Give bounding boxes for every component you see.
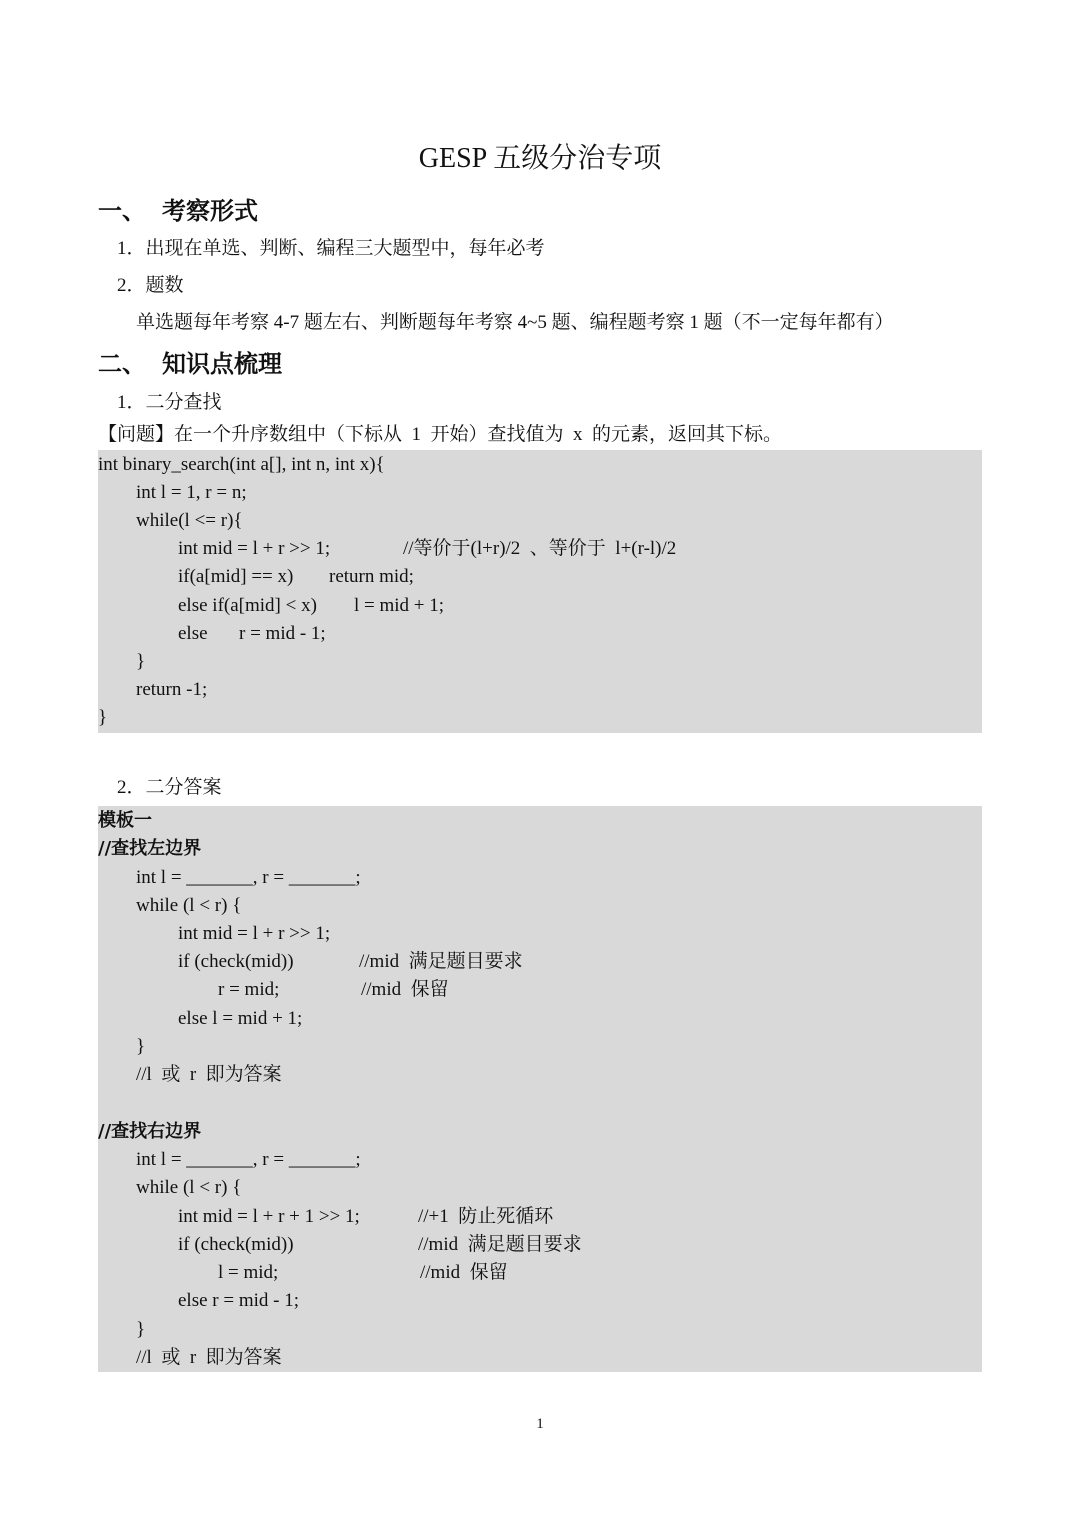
- page-title: GESP 五级分治专项: [418, 143, 662, 174]
- code-comment: //等价于(l+r)/2 、等价于 l+(r-l)/2: [403, 538, 677, 559]
- section-number: 二、: [98, 350, 146, 378]
- code-line: int l = _______, r = _______;: [136, 1149, 361, 1170]
- code-line: if (check(mid)): [178, 951, 294, 972]
- code-comment: //mid 保留: [420, 1262, 508, 1283]
- code-line: r = mid - 1;: [239, 623, 326, 644]
- code-line: }: [136, 1036, 146, 1057]
- code-line: l = mid;: [218, 1262, 279, 1283]
- code-line: if(a[mid] == x): [178, 566, 294, 587]
- code-line: }: [136, 651, 146, 672]
- code-block-binary-answer: [98, 806, 982, 1372]
- code-line: return -1;: [136, 679, 208, 700]
- code-block-binary-search: [98, 450, 982, 733]
- code-comment: //mid 保留: [361, 979, 449, 1000]
- problem-statement: 【问题】在一个升序数组中（下标从 1 开始）查找值为 x 的元素，返回其下标。: [98, 424, 783, 445]
- code-line: }: [98, 707, 108, 728]
- code-line: while (l < r) {: [136, 895, 242, 916]
- page-number: 1: [536, 1416, 544, 1432]
- list-item: 1．出现在单选、判断、编程三大题型中，每年必考: [117, 238, 545, 259]
- code-line: int mid = l + r + 1 >> 1;: [178, 1206, 360, 1227]
- code-line: else: [178, 623, 208, 644]
- code-line: int l = _______, r = _______;: [136, 867, 361, 888]
- section-number: 一、: [98, 197, 146, 225]
- code-comment: //l 或 r 即为答案: [136, 1064, 282, 1085]
- template-title: 模板一: [98, 810, 152, 831]
- code-line: while(l <= r){: [136, 510, 243, 531]
- list-item-detail: 单选题每年考察 4-7 题左右、判断题每年考察 4~5 题、编程题考察 1 题（不一定每年都有）: [136, 312, 894, 333]
- code-line: }: [136, 1319, 146, 1340]
- code-line: l = mid + 1;: [354, 595, 445, 616]
- code-line: if (check(mid)): [178, 1234, 294, 1255]
- code-line: return mid;: [329, 566, 414, 587]
- code-comment: //mid 满足题目要求: [359, 951, 523, 972]
- code-comment: //l 或 r 即为答案: [136, 1347, 282, 1368]
- section-heading-1: [98, 195, 258, 227]
- list-item: 2．题数: [117, 275, 184, 296]
- section-title: 考察形式: [162, 197, 258, 225]
- code-line: while (l < r) {: [136, 1177, 242, 1198]
- section-heading-2: [98, 348, 282, 380]
- section-title: 知识点梳理: [162, 350, 282, 378]
- right-boundary-title: //查找右边界: [98, 1121, 202, 1142]
- code-line: r = mid;: [218, 979, 280, 1000]
- code-comment: //mid 满足题目要求: [418, 1234, 582, 1255]
- list-item: 2．二分答案: [117, 777, 222, 798]
- left-boundary-title: //查找左边界: [98, 838, 202, 859]
- code-line: else l = mid + 1;: [178, 1008, 303, 1029]
- code-line: int mid = l + r >> 1;: [178, 538, 331, 559]
- code-line: int l = 1, r = n;: [136, 482, 247, 503]
- code-line: else r = mid - 1;: [178, 1290, 299, 1311]
- list-item: 1．二分查找: [117, 392, 222, 413]
- code-line: int binary_search(int a[], int n, int x){: [98, 454, 385, 475]
- code-line: int mid = l + r >> 1;: [178, 923, 331, 944]
- code-line: else if(a[mid] < x): [178, 595, 317, 616]
- code-comment: //+1 防止死循环: [418, 1206, 554, 1227]
